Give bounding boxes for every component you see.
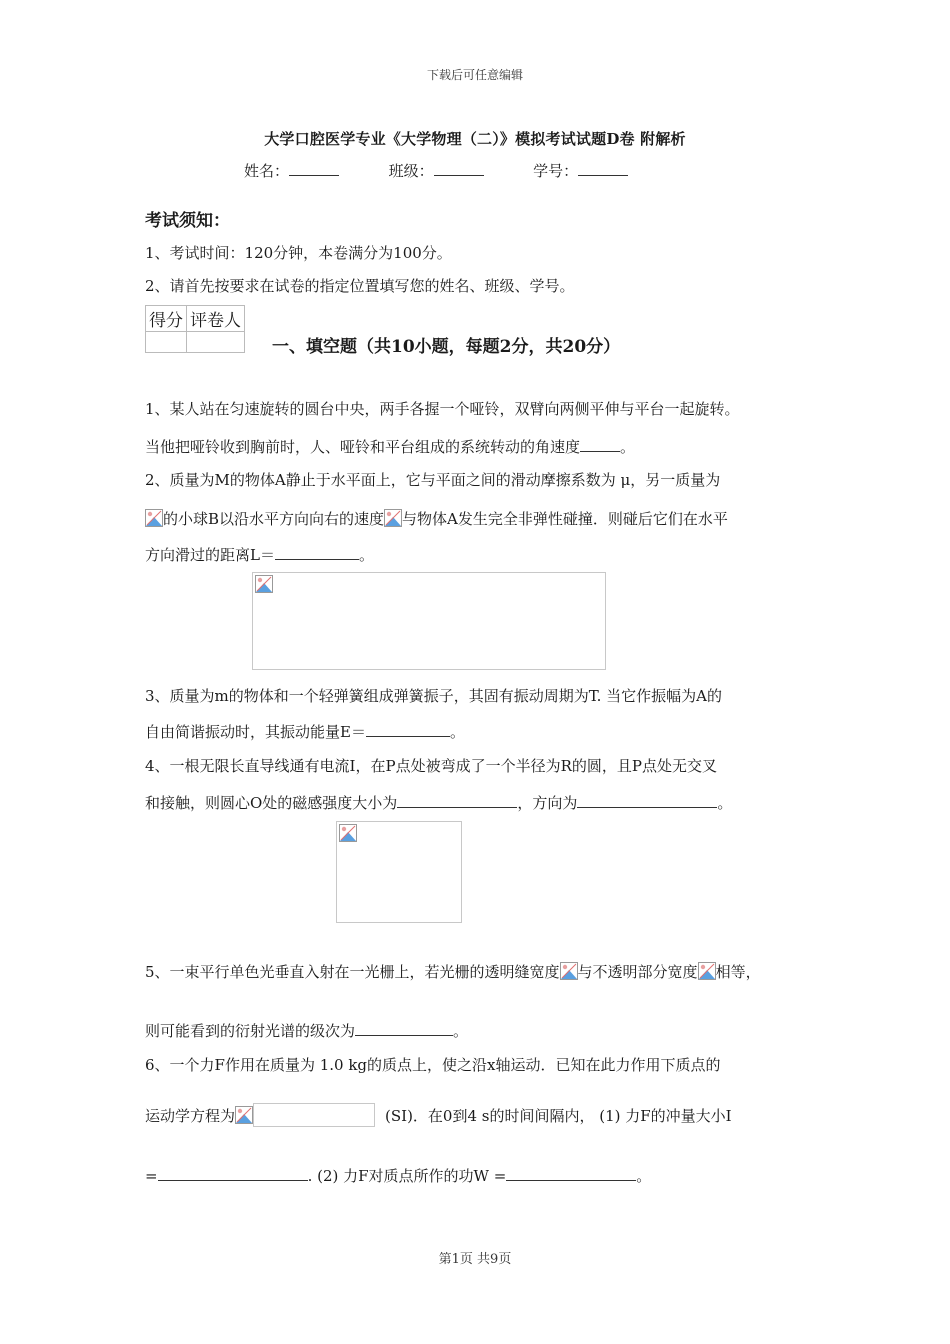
q5-text-c: 相等，	[715, 963, 761, 981]
q5-text-a: 5、一束平行单色光垂直入射在一光栅上，若光栅的透明缝宽度	[145, 963, 560, 981]
q6-text-c: =	[145, 1167, 158, 1185]
q3-line-2	[145, 721, 465, 742]
q2-answer-blank[interactable]	[275, 545, 359, 560]
q5-end: 。	[453, 1022, 469, 1040]
q2-line-2	[145, 508, 728, 529]
student-info-fields	[244, 160, 628, 181]
notice-item-2: 2、请首先按要求在试卷的指定位置填写您的姓名、班级、学号。	[145, 277, 575, 295]
notice-item-1: 1、考试时间：120分钟，本卷满分为100分。	[145, 244, 452, 262]
q3-line-1: 3、质量为m的物体和一个轻弹簧组成弹簧振子，其固有振动周期为T. 当它作振幅为A的	[145, 687, 722, 705]
q5-text-d: 则可能看到的衍射光谱的级次为	[145, 1022, 356, 1040]
score-cell	[146, 332, 187, 353]
q6-impulse-blank[interactable]	[158, 1166, 308, 1181]
q6-text-b: (SI)．在0到4 s的时间间隔内， (1) 力F的冲量大小I	[385, 1107, 732, 1125]
q1-line-1: 1、某人站在匀速旋转的圆台中央，两手各握一个哑铃，双臂向两侧平伸与平台一起旋转。	[145, 400, 740, 418]
q4-line-2	[145, 792, 732, 813]
broken-image-icon	[560, 962, 578, 980]
q5-line-1	[145, 961, 761, 982]
q6-end: 。	[636, 1167, 652, 1185]
broken-image-icon	[255, 575, 273, 593]
broken-image-icon	[384, 509, 402, 527]
class-blank[interactable]	[434, 163, 484, 176]
q5-line-2	[145, 1020, 468, 1041]
q5-answer-blank[interactable]	[355, 1021, 453, 1036]
notice-heading: 考试须知：	[145, 211, 230, 231]
q4-text-a: 和接触，则圆心O处的磁感强度大小为	[145, 794, 398, 812]
id-label: 学号：	[533, 162, 579, 180]
id-blank[interactable]	[578, 163, 628, 176]
grader-cell	[187, 332, 245, 353]
q4-direction-blank[interactable]	[577, 793, 717, 808]
broken-image-icon	[145, 509, 163, 527]
q6-line-3	[145, 1165, 651, 1186]
q4-text-b: ，方向为	[517, 794, 578, 812]
q6-work-blank[interactable]	[506, 1166, 636, 1181]
q2-line-3	[145, 544, 374, 565]
broken-image-icon	[339, 824, 357, 842]
q6-text-a: 运动学方程为	[145, 1107, 236, 1125]
broken-image-icon	[698, 962, 716, 980]
q4-line-1: 4、一根无限长直导线通有电流I，在P点处被弯成了一个半径为R的圆，且P点处无交叉	[145, 757, 717, 775]
q5-text-b: 与不透明部分宽度	[577, 963, 698, 981]
score-header: 得分	[146, 306, 187, 332]
exam-title: 大学口腔医学专业《大学物理（二）》模拟考试试题D卷 附解析	[264, 130, 686, 148]
broken-image-icon	[235, 1106, 253, 1124]
header-note: 下载后可任意编辑	[426, 68, 523, 82]
score-table	[145, 305, 245, 353]
q6-line-2	[145, 1103, 732, 1127]
q1-end: 。	[620, 438, 636, 456]
q3-answer-blank[interactable]	[366, 722, 450, 737]
q2-end: 。	[358, 546, 374, 564]
name-label: 姓名：	[244, 162, 290, 180]
q6-text-d: . (2) 力F对质点所作的功W =	[307, 1167, 507, 1185]
q4-figure	[336, 821, 462, 923]
q3-end: 。	[449, 723, 465, 741]
q1-answer-blank[interactable]	[580, 437, 620, 452]
section-title: 一、填空题（共10小题，每题2分，共20分）	[272, 337, 621, 357]
page-footer: 第1页 共9页	[438, 1252, 512, 1267]
q2-line-1: 2、质量为M的物体A静止于水平面上，它与平面之间的滑动摩擦系数为 μ，另一质量为	[145, 471, 721, 489]
q1-text: 当他把哑铃收到胸前时，人、哑铃和平台组成的系统转动的角速度	[145, 438, 581, 456]
q2-text-b: 与物体A发生完全非弹性碰撞．则碰后它们在水平	[402, 510, 728, 528]
grader-header: 评卷人	[187, 306, 245, 332]
q1-line-2	[145, 436, 635, 457]
q2-figure	[252, 572, 606, 670]
q6-equation-box	[253, 1103, 375, 1127]
q4-magnitude-blank[interactable]	[397, 793, 517, 808]
name-blank[interactable]	[289, 163, 339, 176]
q6-line-1: 6、一个力F作用在质量为 1.0 kg的质点上，使之沿x轴运动．已知在此力作用下质点的	[145, 1056, 721, 1074]
q2-text-a: 的小球B以沿水平方向向右的速度	[163, 510, 385, 528]
q2-text-c: 方向滑过的距离L＝	[145, 546, 275, 564]
class-label: 班级：	[388, 162, 434, 180]
q4-end: 。	[717, 794, 733, 812]
q3-text: 自由简谐振动时，其振动能量E＝	[145, 723, 366, 741]
